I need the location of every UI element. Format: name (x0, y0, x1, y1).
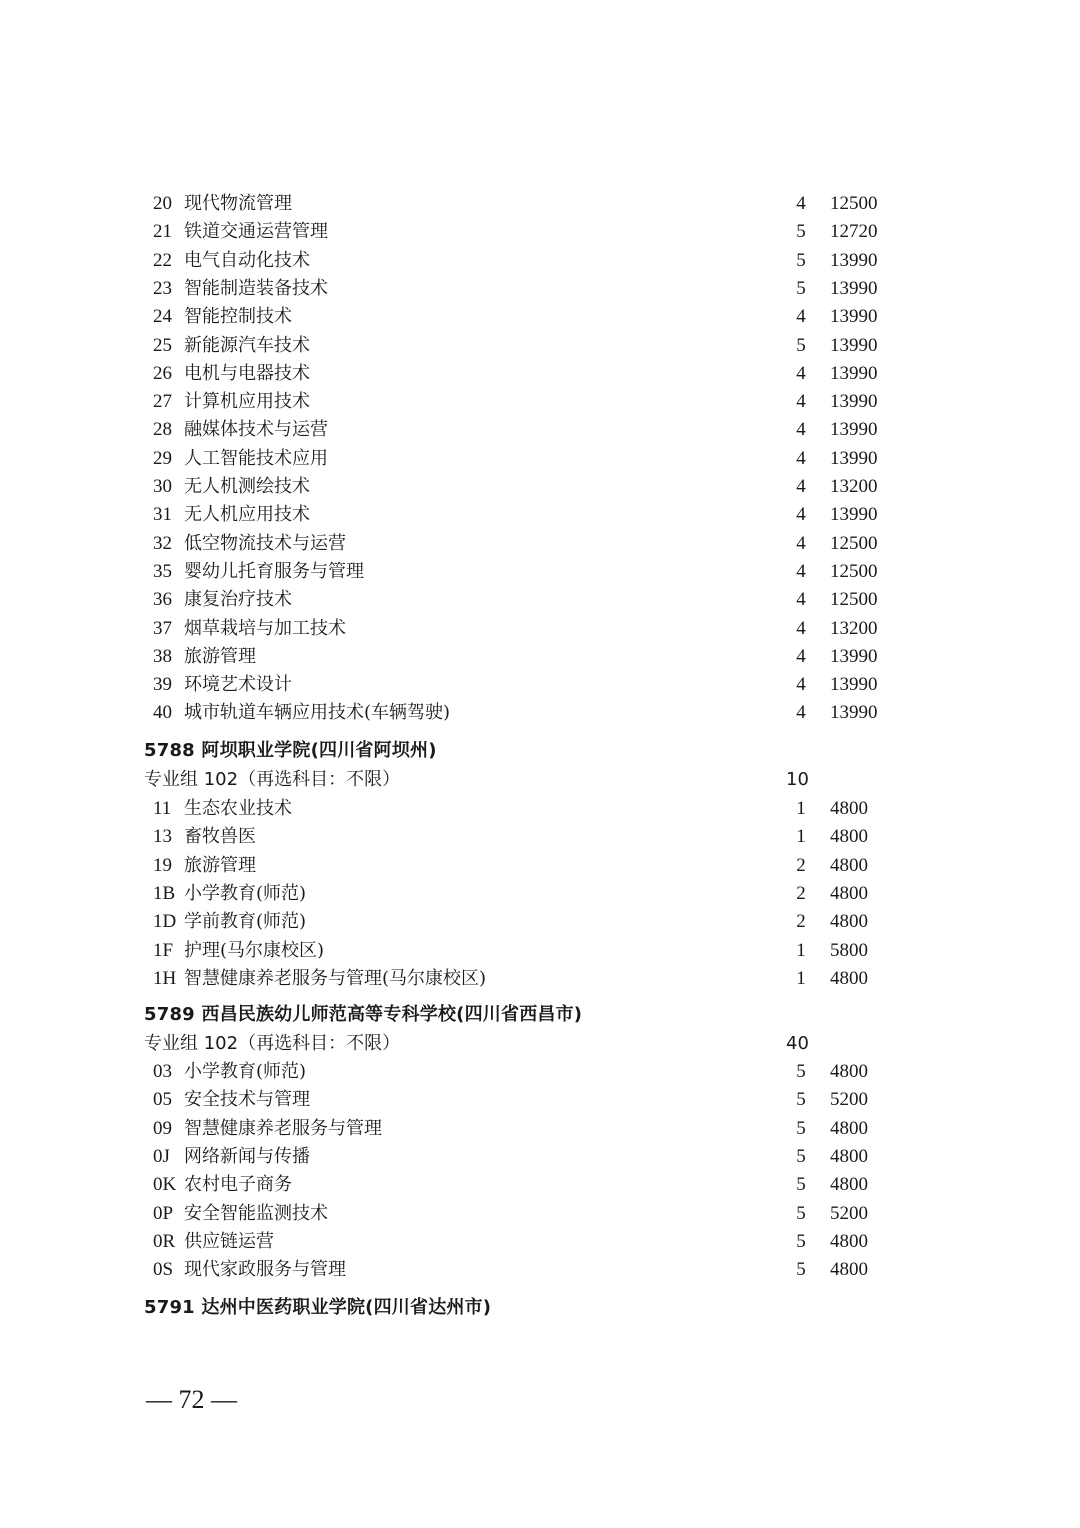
program-name: 旅游管理 (184, 645, 256, 667)
program-row (0, 332, 1080, 360)
plan-count: 5 (796, 1230, 806, 1252)
program-code: 20 (153, 193, 172, 214)
tuition-fee: 4800 (830, 1259, 868, 1281)
program-code: 09 (153, 1117, 172, 1139)
program-name: 电机与电器技术 (184, 362, 310, 384)
program-code: 13 (153, 826, 172, 848)
program-row (0, 303, 1080, 331)
tuition-fee: 4800 (830, 1061, 868, 1082)
tuition-fee: 12500 (830, 560, 878, 582)
program-row (0, 1171, 1080, 1199)
program-name: 铁道交通运营管理 (184, 221, 328, 243)
program-code: 11 (153, 798, 172, 819)
program-row (0, 530, 1080, 558)
program-row (0, 937, 1080, 965)
program-row (0, 965, 1080, 993)
program-row (0, 880, 1080, 908)
tuition-fee: 13990 (830, 391, 878, 413)
plan-count: 1 (796, 798, 806, 819)
tuition-fee: 4800 (830, 1174, 868, 1196)
plan-count: 5 (796, 1117, 806, 1139)
program-code: 22 (153, 249, 172, 271)
plan-count: 4 (796, 476, 806, 497)
program-row (0, 1143, 1080, 1171)
program-row (0, 275, 1080, 303)
program-name: 小学教育(师范) (184, 882, 307, 904)
program-name: 环境艺术设计 (184, 674, 292, 696)
program-row (0, 795, 1080, 823)
program-row (0, 388, 1080, 416)
program-code: 21 (153, 221, 172, 243)
program-row (0, 247, 1080, 275)
tuition-fee: 12720 (830, 221, 878, 243)
plan-count: 1 (796, 967, 806, 989)
program-group-xichang (0, 1030, 1080, 1058)
tuition-fee: 4800 (830, 911, 868, 933)
tuition-fee: 13200 (830, 617, 878, 639)
program-name: 城市轨道车辆应用技术(车辆驾驶) (184, 702, 451, 724)
program-name: 人工智能技术应用 (184, 447, 328, 469)
program-code: 28 (153, 419, 172, 441)
program-name: 智慧健康养老服务与管理 (184, 1117, 382, 1139)
plan-count: 5 (796, 334, 806, 356)
program-row (0, 1086, 1080, 1114)
program-code: 35 (153, 560, 172, 582)
program-row (0, 501, 1080, 529)
program-code: 39 (153, 674, 172, 696)
program-row (0, 473, 1080, 501)
program-row (0, 558, 1080, 586)
program-code: 40 (153, 702, 172, 724)
plan-count: 5 (796, 249, 806, 271)
plan-count: 2 (796, 882, 806, 904)
program-code: 0K (153, 1174, 177, 1196)
program-name: 生态农业技术 (184, 798, 292, 819)
tuition-fee: 13990 (830, 702, 878, 724)
plan-count: 4 (796, 447, 806, 469)
program-code: 0J (153, 1145, 170, 1167)
tuition-fee: 5200 (830, 1089, 868, 1111)
program-row (0, 643, 1080, 671)
tuition-fee: 4800 (830, 882, 868, 904)
program-code: 25 (153, 334, 172, 356)
tuition-fee: 13200 (830, 476, 878, 497)
program-code: 1F (153, 939, 174, 961)
plan-count: 4 (796, 306, 806, 328)
plan-count: 2 (796, 911, 806, 933)
program-code: 36 (153, 589, 172, 611)
program-row (0, 190, 1080, 218)
program-code: 0P (153, 1202, 174, 1224)
plan-count: 5 (796, 1145, 806, 1167)
program-row (0, 416, 1080, 444)
program-code: 30 (153, 476, 172, 497)
program-name: 智慧健康养老服务与管理(马尔康校区) (184, 967, 487, 989)
program-row (0, 823, 1080, 851)
plan-count: 5 (796, 1174, 806, 1196)
program-row (0, 699, 1080, 727)
tuition-fee: 4800 (830, 854, 868, 876)
group-total: 10 (786, 769, 809, 790)
plan-count: 4 (796, 674, 806, 696)
tuition-fee: 4800 (830, 967, 868, 989)
plan-count: 1 (796, 939, 806, 961)
program-row (0, 1115, 1080, 1143)
tuition-fee: 4800 (830, 1145, 868, 1167)
plan-count: 4 (796, 617, 806, 639)
program-code: 24 (153, 306, 172, 328)
program-row (0, 586, 1080, 614)
tuition-fee: 12500 (830, 589, 878, 611)
group-name: 专业组 102（再选科目：不限） (144, 769, 401, 790)
program-row (0, 360, 1080, 388)
tuition-fee: 13990 (830, 277, 878, 299)
program-row (0, 445, 1080, 473)
program-row (0, 1256, 1080, 1284)
school-title-xichang: 5789 西昌民族幼儿师范高等专科学校(四川省西昌市) (144, 1004, 583, 1025)
program-name: 智能制造装备技术 (184, 277, 328, 299)
tuition-fee: 4800 (830, 1230, 868, 1252)
tuition-fee: 13990 (830, 674, 878, 696)
plan-count: 4 (796, 504, 806, 526)
plan-count: 4 (796, 589, 806, 611)
page-number: — 72 — (146, 1385, 237, 1414)
tuition-fee: 13990 (830, 362, 878, 384)
program-code: 1B (153, 882, 176, 904)
tuition-fee: 4800 (830, 826, 868, 848)
plan-count: 5 (796, 221, 806, 243)
program-code: 29 (153, 447, 172, 469)
program-name: 低空物流技术与运营 (184, 532, 346, 554)
tuition-fee: 4800 (830, 798, 868, 819)
plan-count: 4 (796, 391, 806, 413)
program-name: 电气自动化技术 (184, 249, 310, 271)
program-name: 计算机应用技术 (184, 391, 310, 413)
tuition-fee: 13990 (830, 419, 878, 441)
plan-count: 5 (796, 1202, 806, 1224)
program-name: 护理(马尔康校区) (184, 939, 325, 961)
program-code: 26 (153, 362, 172, 384)
plan-count: 5 (796, 1061, 806, 1082)
program-code: 05 (153, 1089, 172, 1111)
plan-count: 4 (796, 702, 806, 724)
program-name: 小学教育(师范) (184, 1061, 307, 1082)
tuition-fee: 13990 (830, 645, 878, 667)
program-row (0, 852, 1080, 880)
program-row (0, 908, 1080, 936)
plan-count: 5 (796, 1259, 806, 1281)
program-row (0, 615, 1080, 643)
program-code: 1H (153, 967, 177, 989)
plan-count: 5 (796, 1089, 806, 1111)
program-name: 学前教育(师范) (184, 911, 307, 933)
program-code: 03 (153, 1061, 172, 1082)
tuition-fee: 12500 (830, 532, 878, 554)
program-code: 27 (153, 391, 172, 413)
plan-count: 4 (796, 532, 806, 554)
program-name: 农村电子商务 (184, 1174, 292, 1196)
program-code: 38 (153, 645, 172, 667)
program-code: 0R (153, 1230, 176, 1252)
program-name: 现代物流管理 (184, 193, 292, 214)
program-name: 供应链运营 (184, 1230, 274, 1252)
tuition-fee: 13990 (830, 249, 878, 271)
plan-count: 4 (796, 645, 806, 667)
plan-count: 4 (796, 193, 806, 214)
tuition-fee: 12500 (830, 193, 878, 214)
program-name: 网络新闻与传播 (184, 1145, 310, 1167)
program-code: 19 (153, 854, 172, 876)
tuition-fee: 5200 (830, 1202, 868, 1224)
program-name: 智能控制技术 (184, 306, 292, 328)
program-code: 1D (153, 911, 177, 933)
plan-count: 4 (796, 419, 806, 441)
plan-count: 5 (796, 277, 806, 299)
program-code: 0S (153, 1259, 174, 1281)
program-name: 康复治疗技术 (184, 589, 292, 611)
program-name: 融媒体技术与运营 (184, 419, 328, 441)
program-row (0, 218, 1080, 246)
program-name: 安全智能监测技术 (184, 1202, 328, 1224)
school-title-dazhou: 5791 达州中医药职业学院(四川省达州市) (144, 1297, 492, 1318)
program-code: 31 (153, 504, 172, 526)
tuition-fee: 5800 (830, 939, 868, 961)
program-name: 畜牧兽医 (184, 826, 256, 848)
program-row (0, 1200, 1080, 1228)
plan-count: 4 (796, 362, 806, 384)
school-title-aba: 5788 阿坝职业学院(四川省阿坝州) (144, 740, 437, 761)
program-code: 23 (153, 277, 172, 299)
program-name: 安全技术与管理 (184, 1089, 310, 1111)
program-name: 现代家政服务与管理 (184, 1259, 346, 1281)
program-row (0, 1228, 1080, 1256)
tuition-fee: 4800 (830, 1117, 868, 1139)
program-name: 新能源汽车技术 (184, 334, 310, 356)
plan-count: 4 (796, 560, 806, 582)
program-code: 32 (153, 532, 172, 554)
tuition-fee: 13990 (830, 334, 878, 356)
program-row (0, 1058, 1080, 1086)
program-name: 烟草栽培与加工技术 (184, 617, 346, 639)
program-name: 旅游管理 (184, 854, 256, 876)
plan-count: 1 (796, 826, 806, 848)
program-name: 无人机测绘技术 (184, 476, 310, 497)
program-name: 婴幼儿托育服务与管理 (184, 560, 364, 582)
program-row (0, 671, 1080, 699)
tuition-fee: 13990 (830, 447, 878, 469)
program-name: 无人机应用技术 (184, 504, 310, 526)
tuition-fee: 13990 (830, 504, 878, 526)
plan-count: 2 (796, 854, 806, 876)
program-group-aba (0, 766, 1080, 794)
tuition-fee: 13990 (830, 306, 878, 328)
program-code: 37 (153, 617, 172, 639)
group-name: 专业组 102（再选科目：不限） (144, 1033, 401, 1054)
group-total: 40 (786, 1033, 809, 1054)
